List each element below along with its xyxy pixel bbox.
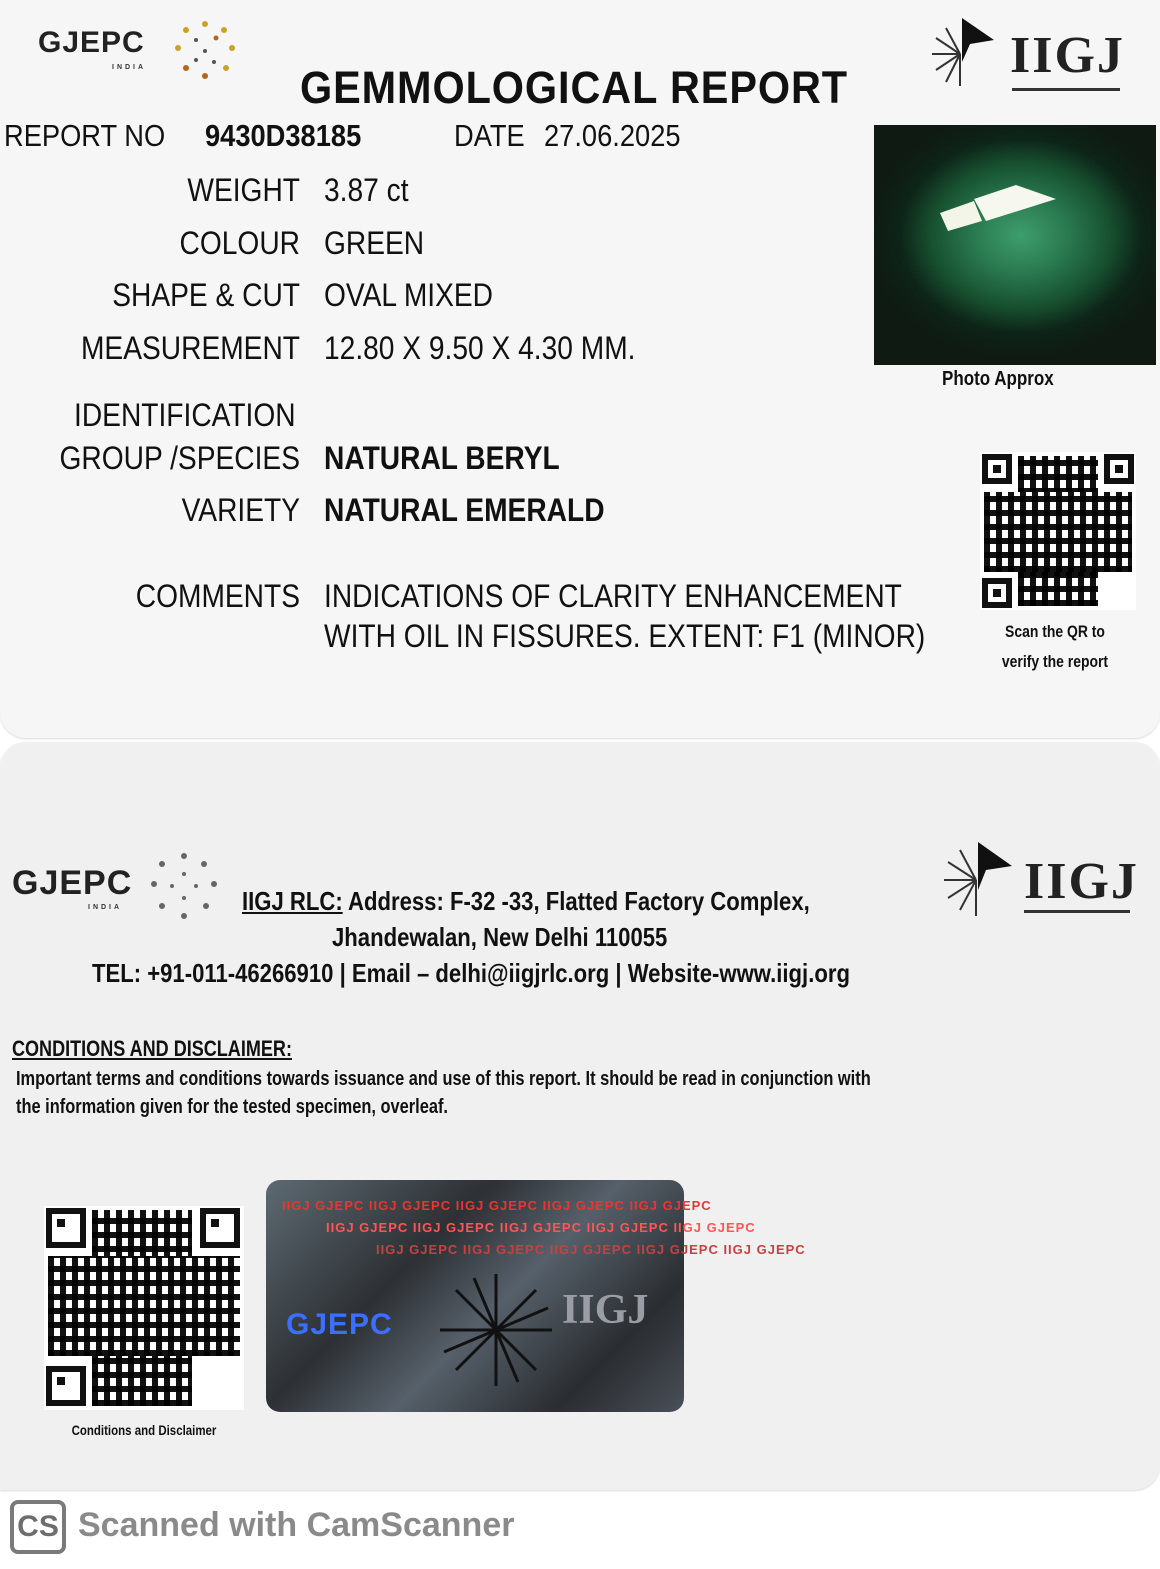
hologram-gjepc-text: GJEPC [286,1308,393,1341]
colour-value: GREEN [324,225,425,261]
variety-value: NATURAL EMERALD [324,492,605,528]
camscanner-badge: CS [10,1500,66,1554]
back-gjepc-logo-text: GJEPC [12,864,133,902]
iigj-logo-text: IIGJ [1010,27,1125,84]
hologram-starburst-icon [436,1270,556,1390]
report-no-value: 9430D38185 [205,118,362,153]
date-label: DATE [454,118,525,153]
weight-value: 3.87 ct [324,172,409,208]
date-value: 27.06.2025 [544,118,681,153]
address-line-2: Jhandewalan, New Delhi 110055 [332,922,668,952]
gjepc-logo-text: GJEPC [38,26,145,59]
variety-label: VARIETY [181,492,300,528]
identification-label: IDENTIFICATION [74,397,296,433]
camscanner-text: Scanned with CamScanner [78,1506,515,1544]
qr-caption-line-2: verify the report [1001,652,1109,671]
qr-caption-line-1: Scan the QR to [1005,622,1105,641]
report-title: GEMMOLOGICAL REPORT [300,62,849,113]
conditions-line-1: Important terms and conditions towards issuance and use of this report. It should be read in conjunction with [16,1068,871,1090]
hologram-iigj-text: IIGJ [562,1287,649,1333]
report-no-label: REPORT NO [4,118,166,153]
hologram-strip-3: IIGJ GJEPC IIGJ GJEPC IIGJ GJEPC IIGJ GJEPC IIGJ GJEPC [376,1242,806,1257]
address-prefix: IIGJ RLC: [242,886,343,916]
back-iigj-logo-text: IIGJ [1024,853,1139,910]
verify-qr-code[interactable] [980,452,1136,610]
gem-reflection-icon [874,125,1156,365]
back-iigj-emblem-icon [936,838,1020,922]
comments-line-2: WITH OIL IN FISSURES. EXTENT: F1 (MINOR) [324,618,926,654]
gjepc-logo-sub: INDIA [112,64,147,71]
shape-cut-label: SHAPE & CUT [112,277,300,313]
shape-cut-value: OVAL MIXED [324,277,494,313]
comments-label: COMMENTS [135,578,300,614]
group-species-value: NATURAL BERYL [324,440,560,476]
hologram-strip-1: IIGJ GJEPC IIGJ GJEPC IIGJ GJEPC IIGJ GJEPC IIGJ GJEPC [282,1198,712,1213]
address-line-1 [242,886,810,917]
report-front-card [0,0,1160,738]
conditions-qr-code[interactable] [44,1206,244,1410]
measurement-value: 12.80 X 9.50 X 4.30 MM. [324,330,636,366]
contact-line: TEL: +91-011-46266910 | Email – delhi@iigjrlc.org | Website-www.iigj.org [92,958,850,988]
colour-label: COLOUR [179,225,300,261]
comments-line-1: INDICATIONS OF CLARITY ENHANCEMENT [324,578,902,614]
iigj-logo-underline [1012,88,1120,91]
gjepc-emblem-icon [172,18,238,84]
iigj-emblem-icon [922,14,1002,94]
back-iigj-logo-underline [1024,910,1130,913]
measurement-label: MEASUREMENT [80,330,301,366]
group-species-label: GROUP /SPECIES [59,440,301,476]
conditions-qr-caption: Conditions and Disclaimer [71,1422,217,1438]
back-gjepc-emblem-icon [148,850,220,922]
hologram-strip-2: IIGJ GJEPC IIGJ GJEPC IIGJ GJEPC IIGJ GJEPC IIGJ GJEPC [326,1220,756,1235]
gem-photo [874,125,1156,365]
security-hologram [266,1180,806,1412]
conditions-line-2: the information given for the tested specimen, overleaf. [16,1096,448,1118]
gjepc-logo [38,26,147,71]
photo-caption: Photo Approx [942,368,1054,390]
back-gjepc-logo-sub: INDIA [88,904,123,911]
address-text: Address: F-32 -33, Flatted Factory Complex, [348,886,810,916]
weight-label: WEIGHT [187,172,300,208]
conditions-heading: CONDITIONS AND DISCLAIMER: [12,1036,292,1061]
